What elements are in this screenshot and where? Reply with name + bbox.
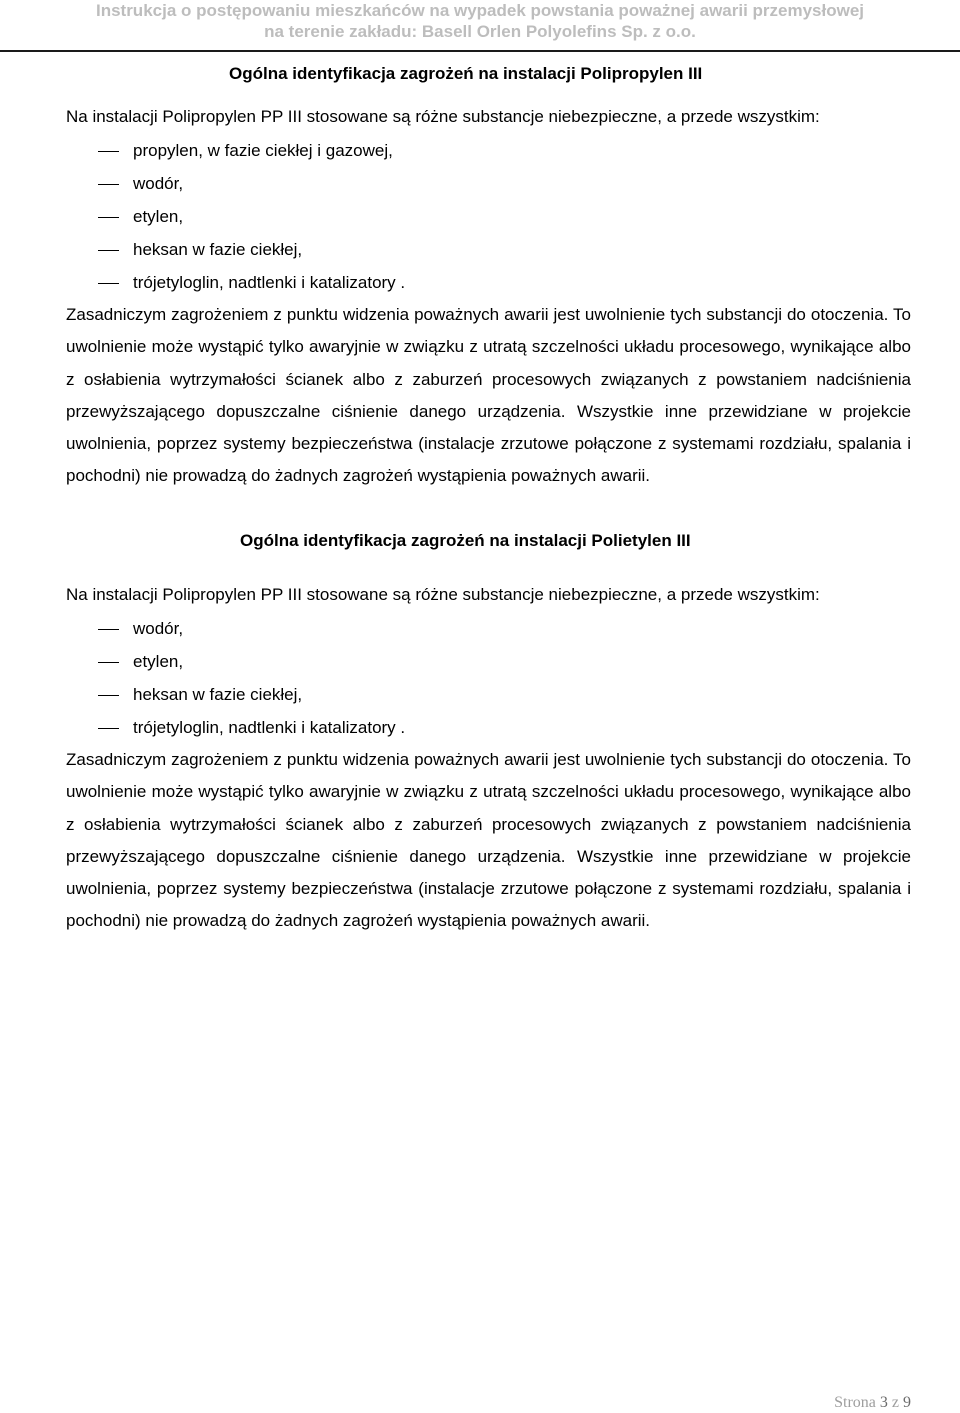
total-page-count: 9 [903, 1394, 911, 1411]
section-2-intro: Na instalacji Polipropylen PP III stosowane są różne substancje niebezpieczne, a przede wszystkim: [66, 585, 820, 604]
list-item-text: heksan w fazie ciekłej, [133, 685, 303, 704]
current-page-number: 3 [879, 1394, 888, 1411]
dash-bullet-icon [98, 662, 119, 663]
list-item [0, 239, 960, 272]
section-1-title: Ogólna identyfikacja zagrożeń na instalacji Polipropylen III [229, 64, 703, 83]
dash-bullet-icon [98, 695, 119, 696]
section-2-title: Ogólna identyfikacja zagrożeń na instalacji Polietylen III [240, 531, 691, 550]
header-title-line-2: na terenie zakładu: Basell Orlen Polyolefins Sp. z o.o. [264, 22, 696, 41]
header-title-line-1: Instrukcja o postępowaniu mieszkańców na wypadek powstania poważnej awarii przemysłowej [95, 1, 865, 20]
list-item [0, 684, 960, 717]
dash-bullet-icon [98, 151, 119, 152]
list-item-text: propylen, w fazie ciekłej i gazowej, [133, 141, 393, 160]
dash-bullet-icon [98, 629, 119, 630]
dash-bullet-icon [98, 184, 119, 185]
section-2-paragraph: Zasadniczym zagrożeniem z punktu widzenia poważnych awarii jest uwolnienie tych substancji do otoczenia. To uwolnienie może wystąpić tylko awaryjnie w związku z utratą szczelności układu procesowego, wynikające albo z osłabienia wytrzymałości ścianek albo z zaburzeń procesowych związanych z powstaniem nadciśnienia przewyższającego dopuszczalne ciśnienie danego urządzenia. Wszystkie inne przewidziane w projekcie uwolnienia, poprzez systemy bezpieczeństwa (instalacje zrzutowe połączone z systemami rozdziału, spalania i pochodni) nie prowadzą do żadnych zagrożeń wystąpienia poważnych awarii. [66, 750, 911, 931]
page-header [0, 0, 960, 52]
dash-bullet-icon [98, 283, 119, 284]
list-item-text: trójetyloglin, nadtlenki i katalizatory . [133, 718, 406, 737]
page-number-prefix: Strona [834, 1394, 880, 1411]
list-item-text: trójetyloglin, nadtlenki i katalizatory . [133, 273, 406, 292]
list-item [0, 140, 960, 173]
list-item-text: heksan w fazie ciekłej, [133, 240, 303, 259]
section-2-substance-list [0, 618, 960, 750]
section-1-intro: Na instalacji Polipropylen PP III stosowane są różne substancje niebezpieczne, a przede wszystkim: [66, 107, 820, 126]
dash-bullet-icon [98, 250, 119, 251]
list-item [0, 206, 960, 239]
page-number-separator: z [887, 1394, 903, 1411]
dash-bullet-icon [98, 217, 119, 218]
section-1-paragraph: Zasadniczym zagrożeniem z punktu widzenia poważnych awarii jest uwolnienie tych substancji do otoczenia. To uwolnienie może wystąpić tylko awaryjnie w związku z utratą szczelności układu procesowego, wynikające albo z osłabienia wytrzymałości ścianek albo z zaburzeń procesowych związanych z powstaniem nadciśnienia przewyższającego dopuszczalne ciśnienie danego urządzenia. Wszystkie inne przewidziane w projekcie uwolnienia, poprzez systemy bezpieczeństwa (instalacje zrzutowe połączone z systemami rozdziału, spalania i pochodni) nie prowadzą do żadnych zagrożeń wystąpienia poważnych awarii. [66, 305, 911, 486]
page-number-footer [834, 1393, 911, 1413]
section-1-substance-list [0, 140, 960, 305]
list-item [0, 173, 960, 206]
list-item-text: etylen, [133, 207, 184, 226]
list-item [0, 651, 960, 684]
list-item-text: wodór, [133, 619, 184, 638]
list-item [0, 618, 960, 651]
dash-bullet-icon [98, 728, 119, 729]
list-item-text: etylen, [133, 652, 184, 671]
list-item-text: wodór, [133, 174, 184, 193]
